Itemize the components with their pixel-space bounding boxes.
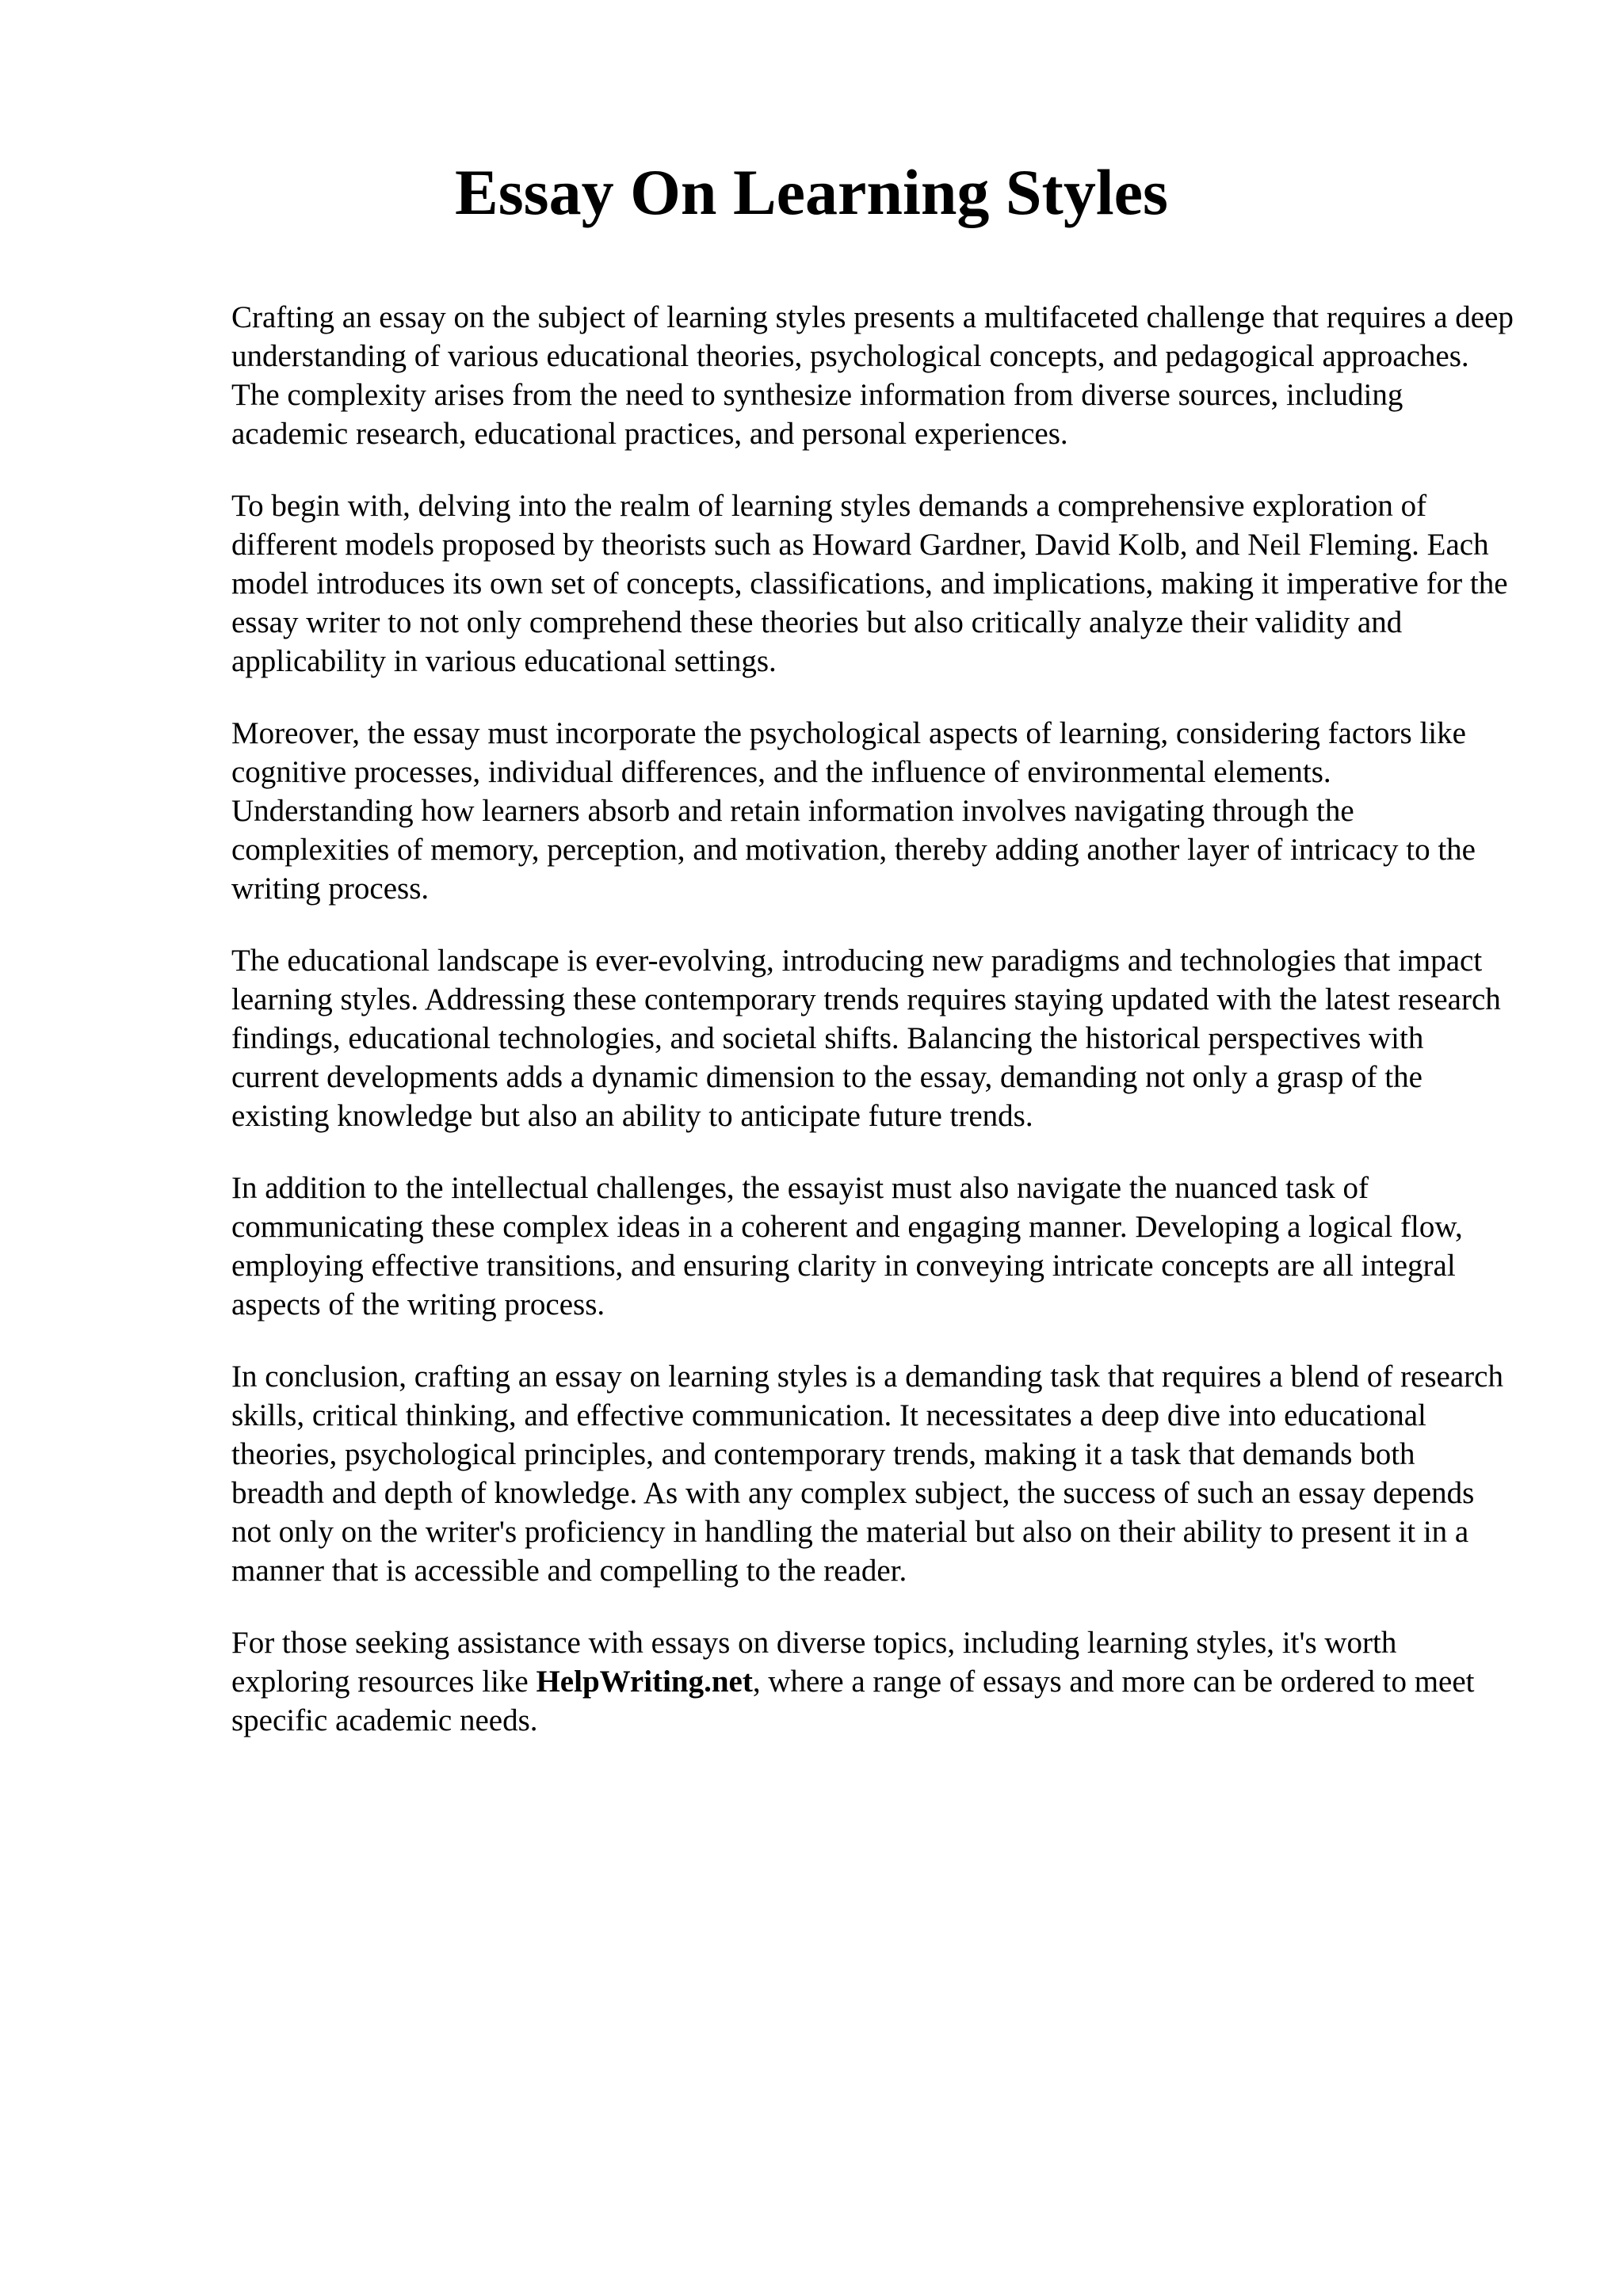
brand-name: HelpWriting.net <box>536 1665 753 1699</box>
paragraph-closing <box>231 1623 1515 1740</box>
paragraph-psychology: Moreover, the essay must incorporate the psychological aspects of learning, considering factors like cognitive processes, individual differences, and the influence of environmental elements. Understanding how learners absorb and retain information involves navigating through the complexities of memory, perception, and motivation, thereby adding another layer of intricacy to the writing process. <box>231 716 1476 906</box>
closing-text-after: , where a range of essays and more can be ordered to meet specific academic needs. <box>231 1665 1475 1737</box>
paragraph-communication: In addition to the intellectual challenges, the essayist must also navigate the nuanced task of communicating these complex ideas in a coherent and engaging manner. Developing a logical flow, employing effective transitions, and ensuring clarity in conveying intricate concepts are all integral aspects of the writing process. <box>231 1171 1463 1322</box>
paragraph-conclusion: In conclusion, crafting an essay on learning styles is a demanding task that requires a blend of research skills, critical thinking, and effective communication. It necessitates a deep dive into educational theories, psychological principles, and contemporary trends, making it a task that demands both breadth and depth of knowledge. As with any complex subject, the success of such an essay depends not only on the writer's proficiency in handling the material but also on their ability to present it in a manner that is accessible and compelling to the reader. <box>231 1360 1503 1588</box>
document-body <box>231 298 1515 1773</box>
paragraph-intro: Crafting an essay on the subject of learning styles presents a multifaceted challenge that requires a deep understanding of various educational theories, psychological concepts, and pedagogical approaches. The complexity arises from the need to synthesize information from diverse sources, including academic research, educational practices, and personal experiences. <box>231 300 1514 451</box>
paragraph-models: To begin with, delving into the realm of learning styles demands a comprehensive exploration of different models proposed by theorists such as Howard Gardner, David Kolb, and Neil Fleming. Each model introduces its own set of concepts, classifications, and implications, making it imperative for the essay writer to not only comprehend these theories but also critically analyze their validity and applicability in various educational settings. <box>231 489 1508 678</box>
paragraph-landscape: The educational landscape is ever-evolving, introducing new paradigms and technologies that impact learning styles. Addressing these contemporary trends requires staying updated with the latest research findings, educational technologies, and societal shifts. Balancing the historical perspectives with current developments adds a dynamic dimension to the essay, demanding not only a grasp of the existing knowledge but also an ability to anticipate future trends. <box>231 944 1501 1133</box>
document-title: Essay On Learning Styles <box>455 156 1168 228</box>
closing-text-before: For those seeking assistance with essays on diverse topics, including learning styles, it's worth exploring resources like <box>231 1626 1397 1699</box>
